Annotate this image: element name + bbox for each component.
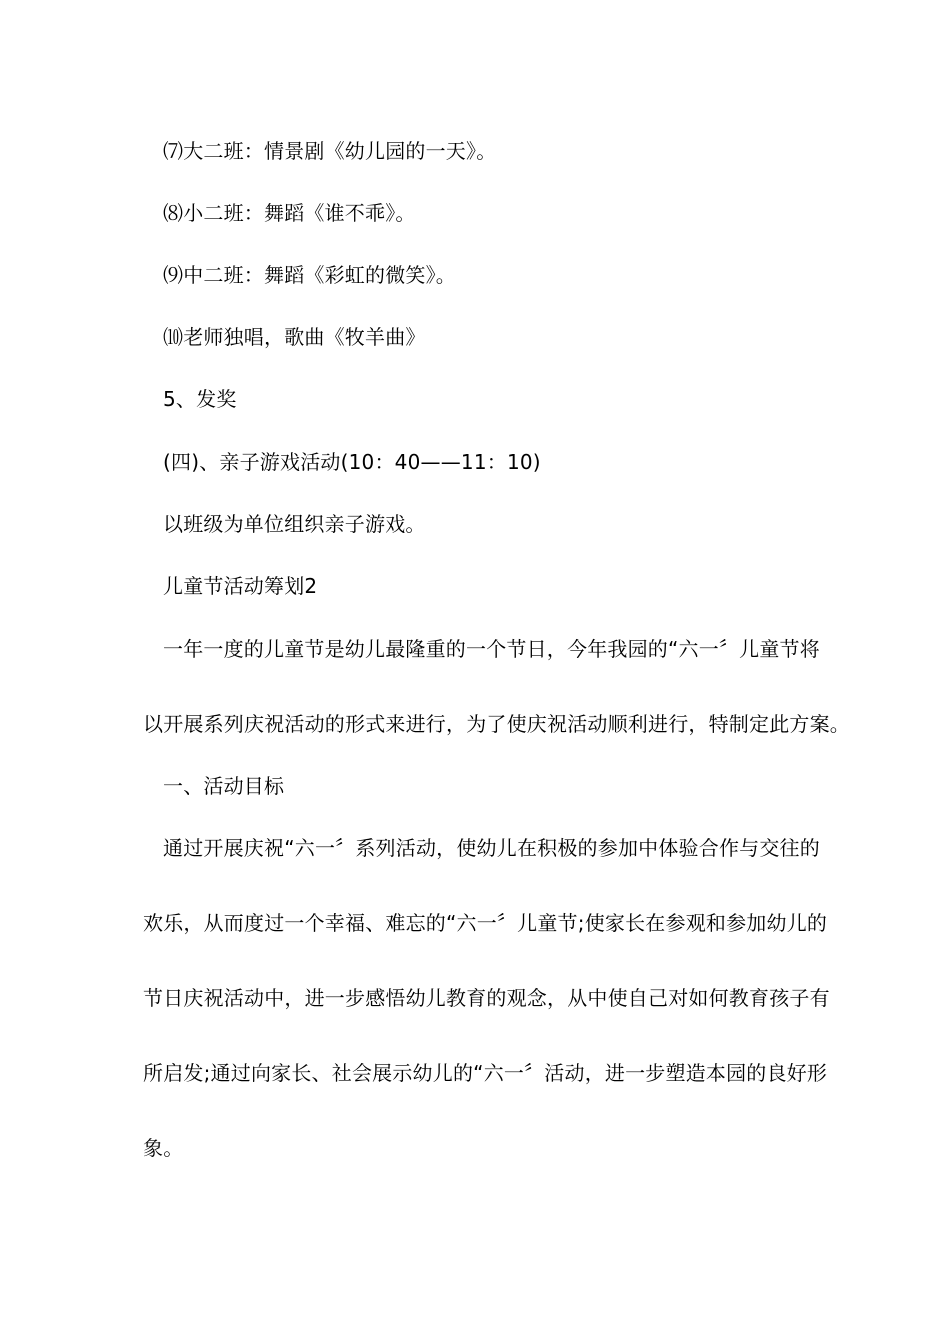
paragraph-text: 欢乐，从而度过一个幸福、难忘的“六一〞儿童节;使家长在参观和参加幼儿的 (143, 911, 828, 935)
program-item-10: ⑽老师独唱，歌曲《牧羊曲》 (163, 325, 426, 349)
program-item-9: ⑼中二班：舞蹈《彩虹的微笑》。 (163, 263, 456, 287)
paragraph-text: 以班级为单位组织亲子游戏。 (163, 512, 426, 536)
step-award: 5、发奖 (163, 387, 237, 411)
heading-activity-goals: 一、活动目标 (163, 774, 285, 798)
section-title: 儿童节活动筹划2 (163, 574, 318, 598)
section-parent-child-games: (四)、亲子游戏活动(10：40——11：10) (163, 450, 541, 474)
paragraph-text: 象。 (143, 1136, 184, 1160)
program-item-7: ⑺大二班：情景剧《幼儿园的一天》。 (163, 139, 497, 163)
paragraph-text: 所启发;通过向家长、社会展示幼儿的“六一〞活动，进一步塑造本园的良好形 (143, 1061, 828, 1085)
paragraph-text: 节日庆祝活动中，进一步感悟幼儿教育的观念，从中使自己对如何教育孩子有 (143, 986, 830, 1010)
program-item-8: ⑻小二班：舞蹈《谁不乖》。 (163, 201, 416, 225)
paragraph-text: 一年一度的儿童节是幼儿最隆重的一个节日，今年我园的“六一〞儿童节将 (163, 637, 820, 661)
paragraph-text: 通过开展庆祝“六一〞系列活动，使幼儿在积极的参加中体验合作与交往的 (163, 836, 820, 860)
paragraph-text: 以开展系列庆祝活动的形式来进行，为了使庆祝活动顺利进行，特制定此方案。 (143, 712, 850, 736)
